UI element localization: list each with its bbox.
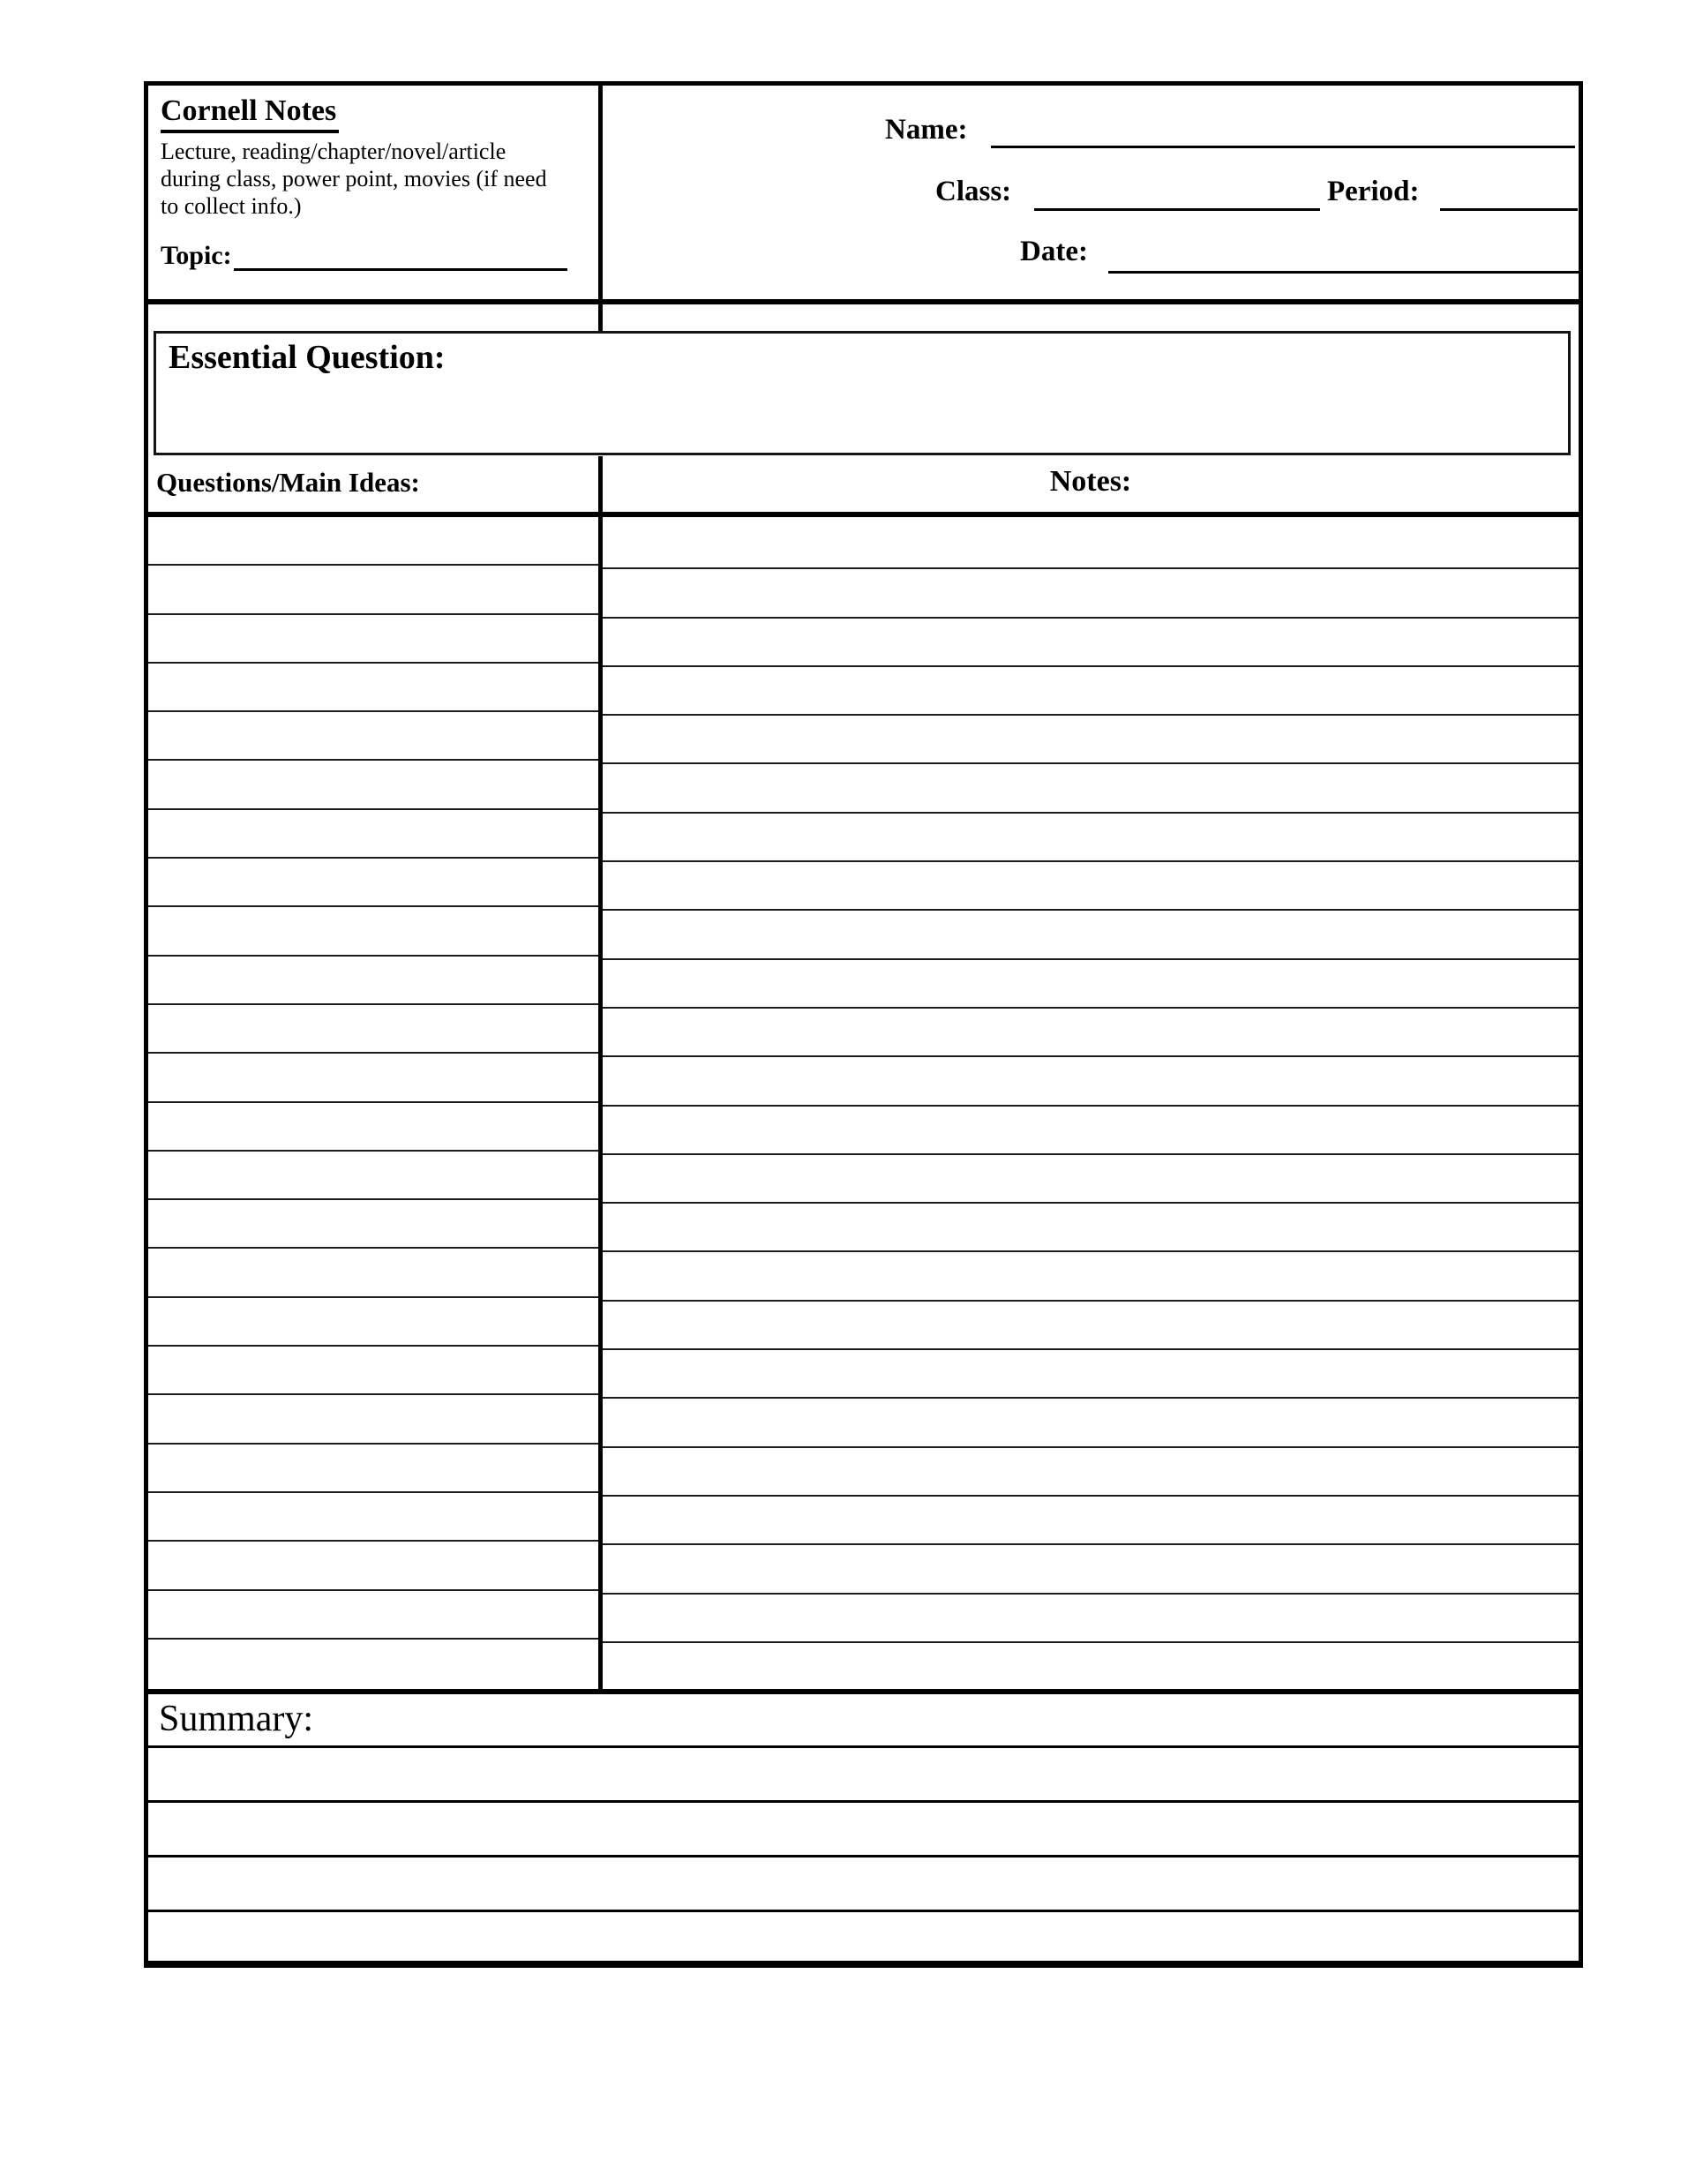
notes-ruled-row[interactable]: [603, 1497, 1579, 1545]
notes-ruled-row[interactable]: [603, 862, 1579, 911]
questions-ruled-row[interactable]: [148, 1591, 598, 1640]
questions-ruled-row[interactable]: [148, 1640, 598, 1688]
notes-ruled-row[interactable]: [603, 1399, 1579, 1447]
questions-ruled-row[interactable]: [148, 615, 598, 664]
note-taking-area: [148, 517, 1579, 1694]
notes-ruled-row[interactable]: [603, 716, 1579, 764]
questions-ruled-row[interactable]: [148, 761, 598, 809]
notes-ruled-row[interactable]: [603, 569, 1579, 618]
summary-ruled-row[interactable]: [148, 1912, 1579, 1961]
column-labels-row: [148, 456, 1579, 517]
header-student-cell: [603, 86, 1579, 299]
notes-ruled-row[interactable]: [603, 667, 1579, 716]
header-row: [148, 86, 1579, 304]
questions-ruled-row[interactable]: [148, 1298, 598, 1347]
questions-ruled-row[interactable]: [148, 1103, 598, 1152]
header-info-cell: [148, 86, 603, 299]
page-title: Cornell Notes: [161, 94, 339, 133]
questions-ruled-row[interactable]: [148, 810, 598, 859]
questions-ruled-row[interactable]: [148, 1493, 598, 1542]
topic-label: Topic:: [161, 241, 232, 270]
questions-ruled-row[interactable]: [148, 712, 598, 761]
notes-ruled-row[interactable]: [603, 1545, 1579, 1594]
questions-ruled-row[interactable]: [148, 1542, 598, 1590]
class-fill-line[interactable]: [1034, 208, 1320, 211]
header-description-line: Lecture, reading/chapter/novel/article: [161, 139, 506, 164]
notes-ruled-row[interactable]: [603, 1448, 1579, 1497]
notes-ruled-row[interactable]: [603, 1302, 1579, 1350]
questions-ruled-row[interactable]: [148, 957, 598, 1005]
notes-ruled-row[interactable]: [603, 1204, 1579, 1252]
notes-ruled-row[interactable]: [603, 1057, 1579, 1106]
questions-column-label: Questions/Main Ideas:: [148, 456, 603, 512]
notes-ruled-row[interactable]: [603, 1009, 1579, 1057]
summary-ruled-row[interactable]: [148, 1858, 1579, 1912]
header-description: [161, 138, 566, 220]
notes-ruled-row[interactable]: [603, 1252, 1579, 1301]
questions-ruled-row[interactable]: [148, 1445, 598, 1493]
summary-ruled-row[interactable]: [148, 1748, 1579, 1803]
essential-question-row: [148, 304, 1579, 456]
class-label: Class:: [935, 176, 1012, 207]
questions-ruled-row[interactable]: [148, 517, 598, 566]
questions-ruled-row[interactable]: [148, 1054, 598, 1102]
notes-ruled-row[interactable]: [603, 619, 1579, 667]
summary-writing-area[interactable]: [148, 1748, 1579, 1961]
questions-ruled-row[interactable]: [148, 1249, 598, 1297]
notes-ruled-row[interactable]: [603, 1155, 1579, 1204]
questions-ruled-row[interactable]: [148, 1347, 598, 1395]
questions-ruled-row[interactable]: [148, 1005, 598, 1054]
notes-ruled-row[interactable]: [603, 1107, 1579, 1155]
header-description-line: during class, power point, movies (if need: [161, 166, 547, 191]
period-fill-line[interactable]: [1440, 208, 1578, 211]
period-label: Period:: [1327, 176, 1420, 207]
date-label: Date:: [1020, 236, 1088, 267]
notes-ruled-row[interactable]: [603, 1595, 1579, 1643]
notes-ruled-row[interactable]: [603, 764, 1579, 813]
notes-ruled-row[interactable]: [603, 1643, 1579, 1689]
notes-ruled-row[interactable]: [603, 1350, 1579, 1399]
notes-ruled-row[interactable]: [603, 814, 1579, 862]
name-fill-line[interactable]: [991, 146, 1575, 148]
date-fill-line[interactable]: [1108, 271, 1581, 274]
notes-ruled-row[interactable]: [603, 911, 1579, 959]
summary-label: Summary:: [148, 1694, 1579, 1748]
notes-column[interactable]: [603, 517, 1579, 1689]
summary-section: [148, 1694, 1579, 1961]
header-description-line: to collect info.): [161, 193, 302, 219]
summary-ruled-row[interactable]: [148, 1803, 1579, 1858]
notes-column-label: Notes:: [1049, 465, 1132, 498]
essential-question-label: Essential Question:: [169, 339, 446, 376]
questions-ruled-row[interactable]: [148, 1395, 598, 1444]
questions-ruled-row[interactable]: [148, 1152, 598, 1200]
topic-fill-line[interactable]: [234, 244, 567, 271]
notes-ruled-row[interactable]: [603, 960, 1579, 1009]
questions-column[interactable]: [148, 517, 603, 1689]
questions-ruled-row[interactable]: [148, 664, 598, 712]
essential-question-box[interactable]: [154, 331, 1571, 455]
questions-ruled-row[interactable]: [148, 566, 598, 614]
questions-ruled-row[interactable]: [148, 859, 598, 907]
notes-ruled-row[interactable]: [603, 521, 1579, 569]
name-label: Name:: [885, 114, 968, 146]
column-divider-stub: [598, 304, 603, 331]
topic-row: [161, 241, 598, 271]
questions-ruled-row[interactable]: [148, 1200, 598, 1249]
cornell-notes-sheet: [144, 81, 1583, 1968]
questions-ruled-row[interactable]: [148, 907, 598, 956]
